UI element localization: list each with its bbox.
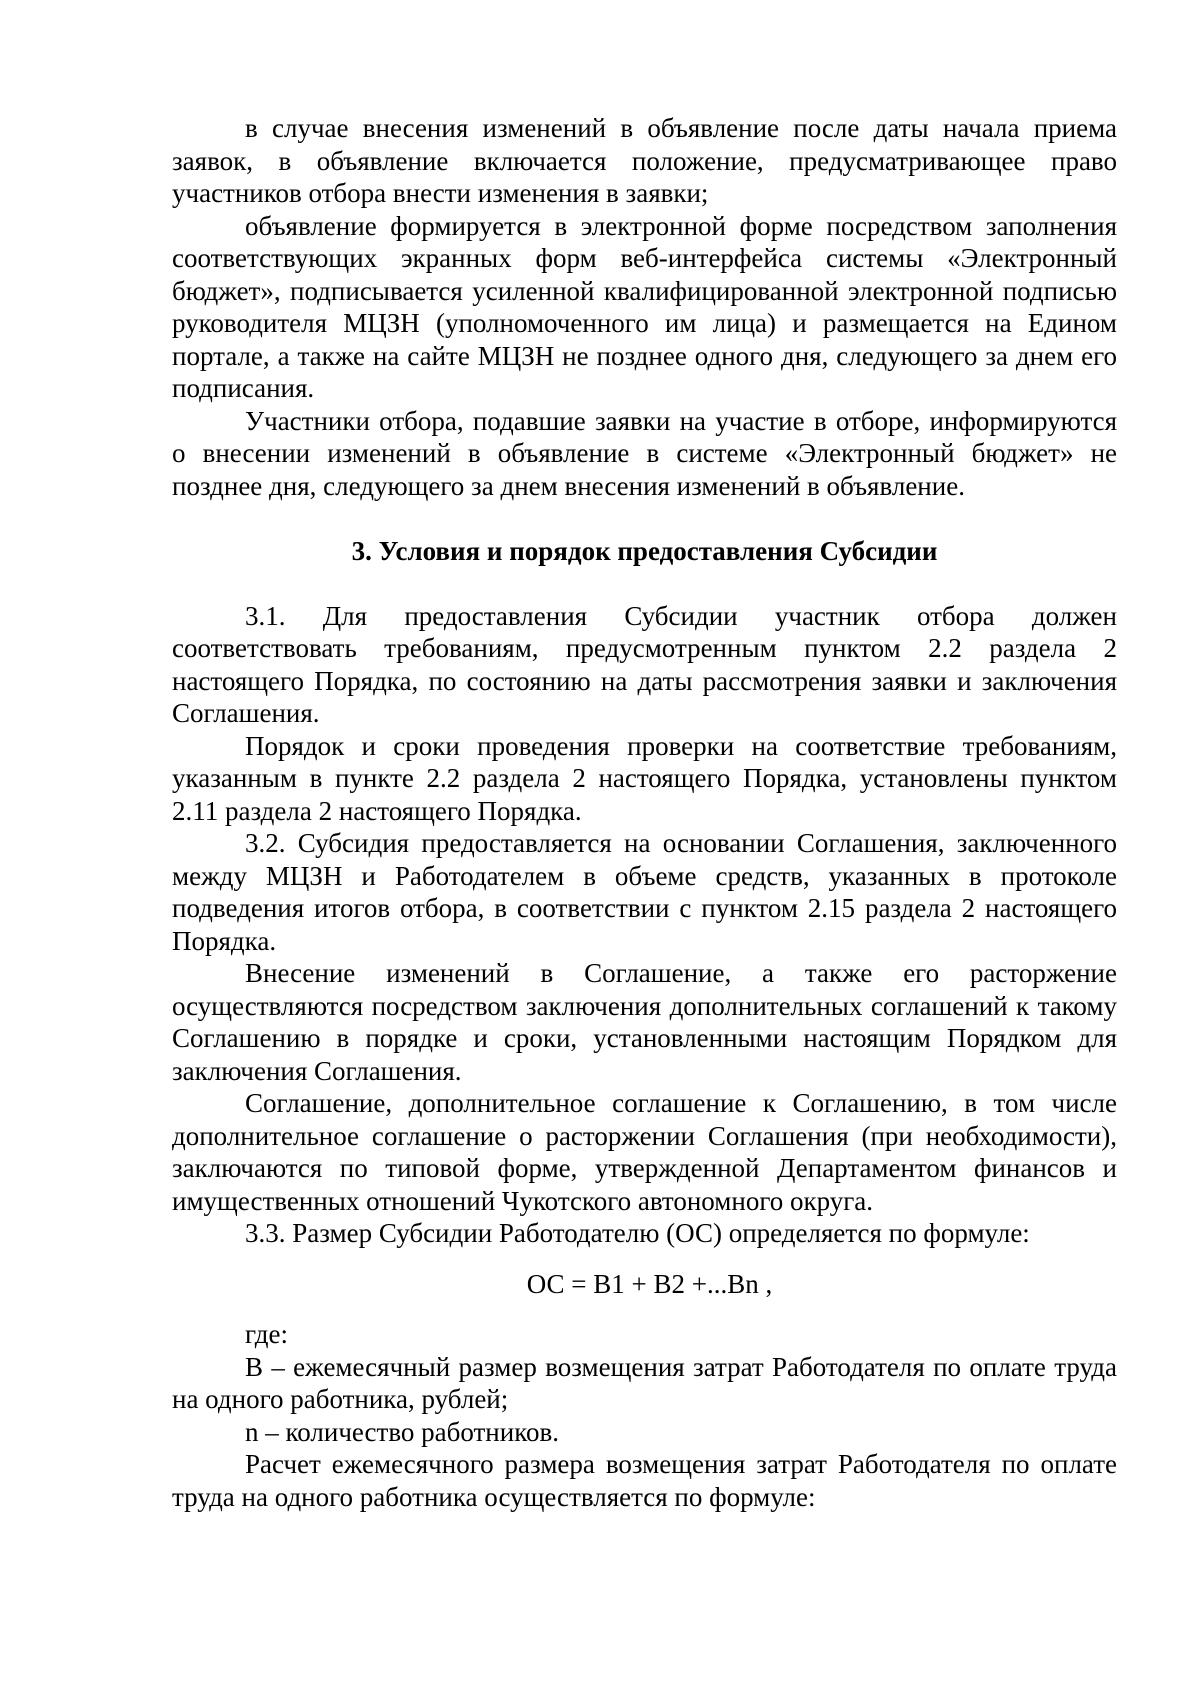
paragraph-changes-after-start: в случае внесения изменений в объявление после даты начала приема заявок, в объявление включается положение, предусматривающее право участников отбора внести изменения в заявки;: [172, 113, 1117, 208]
document-page: [172, 112, 1117, 1513]
paragraph-definition-b: В – ежемесячный размер возмещения затрат Работодателя по оплате труда на одного работника, рублей;: [172, 1351, 1117, 1414]
paragraph-3-2: 3.2. Субсидия предоставляется на основании Соглашения, заключенного между МЦЗН и Работодателем в объеме средств, указанных в протоколе подведения итогов отбора, в соответствии с пунктом 2.15 раздела 2 настоящего Порядка.: [172, 828, 1117, 956]
paragraph-definition-n: n – количество работников.: [245, 1416, 559, 1447]
paragraph-agreement-changes: Внесение изменений в Соглашение, а также его расторжение осуществляются посредством заключения дополнительных соглашений к такому Соглашению в порядке и сроки, установленными настоящим Порядком для заключения Соглашения.: [172, 958, 1117, 1086]
paragraph-where: где:: [245, 1319, 288, 1349]
paragraph-3-3: 3.3. Размер Субсидии Работодателю (ОС) определяется по формуле:: [245, 1218, 1030, 1248]
paragraph-verification-order: Порядок и сроки проведения проверки на соответствие требованиям, указанным в пункте 2.2 раздела 2 настоящего Порядка, установлены пунктом 2.11 раздела 2 настоящего Порядка.: [172, 730, 1117, 826]
paragraph-calculation: Расчет ежемесячного размера возмещения затрат Работодателя по оплате труда на одного работника осуществляется по формуле:: [172, 1449, 1117, 1512]
paragraph-3-1: 3.1. Для предоставления Субсидии участник отбора должен соответствовать требованиям, предусмотренным пунктом 2.2 раздела 2 настоящего Порядка, по состоянию на даты рассмотрения заявки и заключения Соглашения.: [172, 600, 1117, 728]
formula: ОС = В1 + В2 +...Вn ,: [526, 1268, 773, 1299]
paragraph-announcement-electronic-form: объявление формируется в электронной форме посредством заполнения соответствующих экранных форм веб-интерфейса системы «Электронный бюджет», подписывается усиленной квалифицированной электронной подписью руководителя МЦЗН (уполномоченного им лица) и размещается на Едином портале, а также на сайте МЦЗН не позднее одного дня, следующего за днем его подписания.: [172, 210, 1117, 403]
paragraph-participants-informed: Участники отбора, подавшие заявки на участие в отборе, информируются о внесении изменений в объявление в системе «Электронный бюджет» не позднее дня, следующего за днем внесения изменений в объявление.: [172, 405, 1117, 501]
section-heading: 3. Условия и порядок предоставления Субсидии: [351, 536, 938, 566]
paragraph-standard-form: Соглашение, дополнительное соглашение к Соглашению, в том числе дополнительное соглашение о расторжении Соглашения (при необходимости), заключаются по типовой форме, утвержденной Департаментом финансов и имущественных отношений Чукотского автономного округа.: [172, 1088, 1117, 1216]
